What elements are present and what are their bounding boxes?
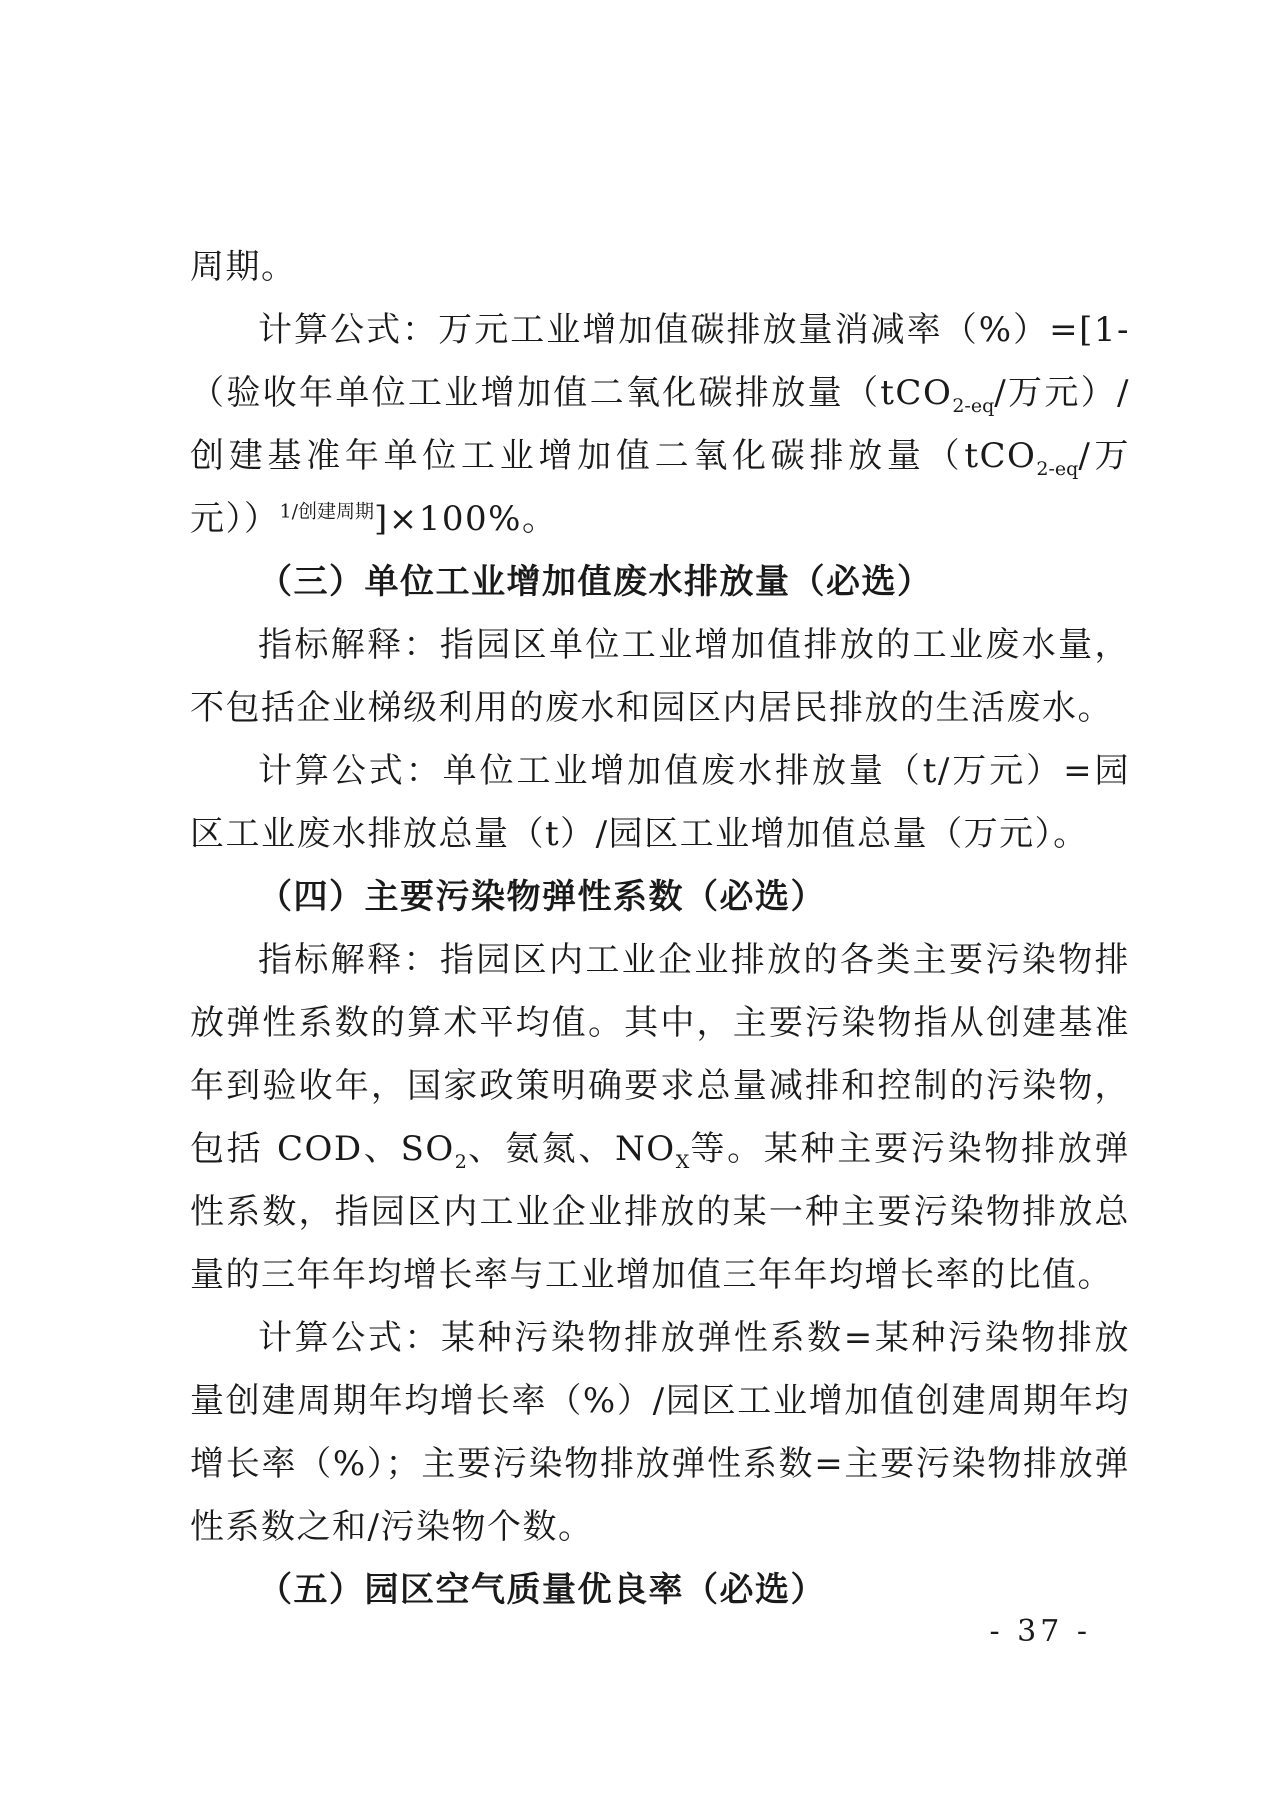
section-heading-4: （四）主要污染物弹性系数（必选）: [258, 877, 826, 917]
subscript: 2-eq: [952, 394, 995, 417]
subscript: 2-eq: [1036, 457, 1079, 480]
indicator-explanation: 指标解释：指园区单位工业增加值排放的工业废水量，不包括企业梯级利用的废水和园区内居民排放的生活废水。: [190, 625, 1130, 728]
formula-text: /万元）/创建基准年单位工业增加值二氧化碳排放量（tCO: [190, 373, 1130, 476]
explanation-text: 等。某种主要污染物排放弹性系数，指园区内工业企业排放的某一种主要污染物排放总量的三年年均增长率与工业增加值三年年均增长率的比值。: [190, 1129, 1131, 1295]
page-number: - 37 -: [989, 1614, 1091, 1649]
section-heading-5: （五）园区空气质量优良率（必选）: [258, 1570, 826, 1610]
document-body: [190, 236, 1130, 1622]
section-heading-3: （三）单位工业增加值废水排放量（必选）: [258, 562, 933, 602]
calculation-formula: 计算公式：某种污染物排放弹性系数=某种污染物排放量创建周期年均增长率（%）/园区工业增加值创建周期年均增长率（%）；主要污染物排放弹性系数=主要污染物排放弹性系数之和/污染物个数。: [190, 1318, 1130, 1547]
subscript: X: [675, 1150, 690, 1173]
formula-carbon-reduction: [190, 299, 1130, 551]
formula-text: /万元））: [190, 436, 1130, 539]
superscript: 1/创建周期: [279, 500, 374, 523]
paragraph-continuation: 周期。: [190, 247, 297, 287]
indicator-explanation: [190, 929, 1130, 1307]
explanation-text: 、氨氮、NO: [466, 1129, 676, 1169]
explanation-text: 指标解释：指园区内工业企业排放的各类主要污染物排放弹性系数的算术平均值。其中，主要污染物指从创建基准年到验收年，国家政策明确要求总量减排和控制的污染物，包括 COD、SO: [190, 940, 1130, 1169]
calculation-formula: 计算公式：单位工业增加值废水排放量（t/万元）=园区工业废水排放总量（t）/园区工业增加值总量（万元）。: [190, 751, 1130, 854]
formula-text: 计算公式：万元工业增加值碳排放量消减率（%）=[1-（验收年单位工业增加值二氧化碳排放量（tCO: [190, 310, 1130, 413]
subscript: 2: [454, 1150, 467, 1173]
formula-text: ]×100%。: [374, 499, 558, 539]
